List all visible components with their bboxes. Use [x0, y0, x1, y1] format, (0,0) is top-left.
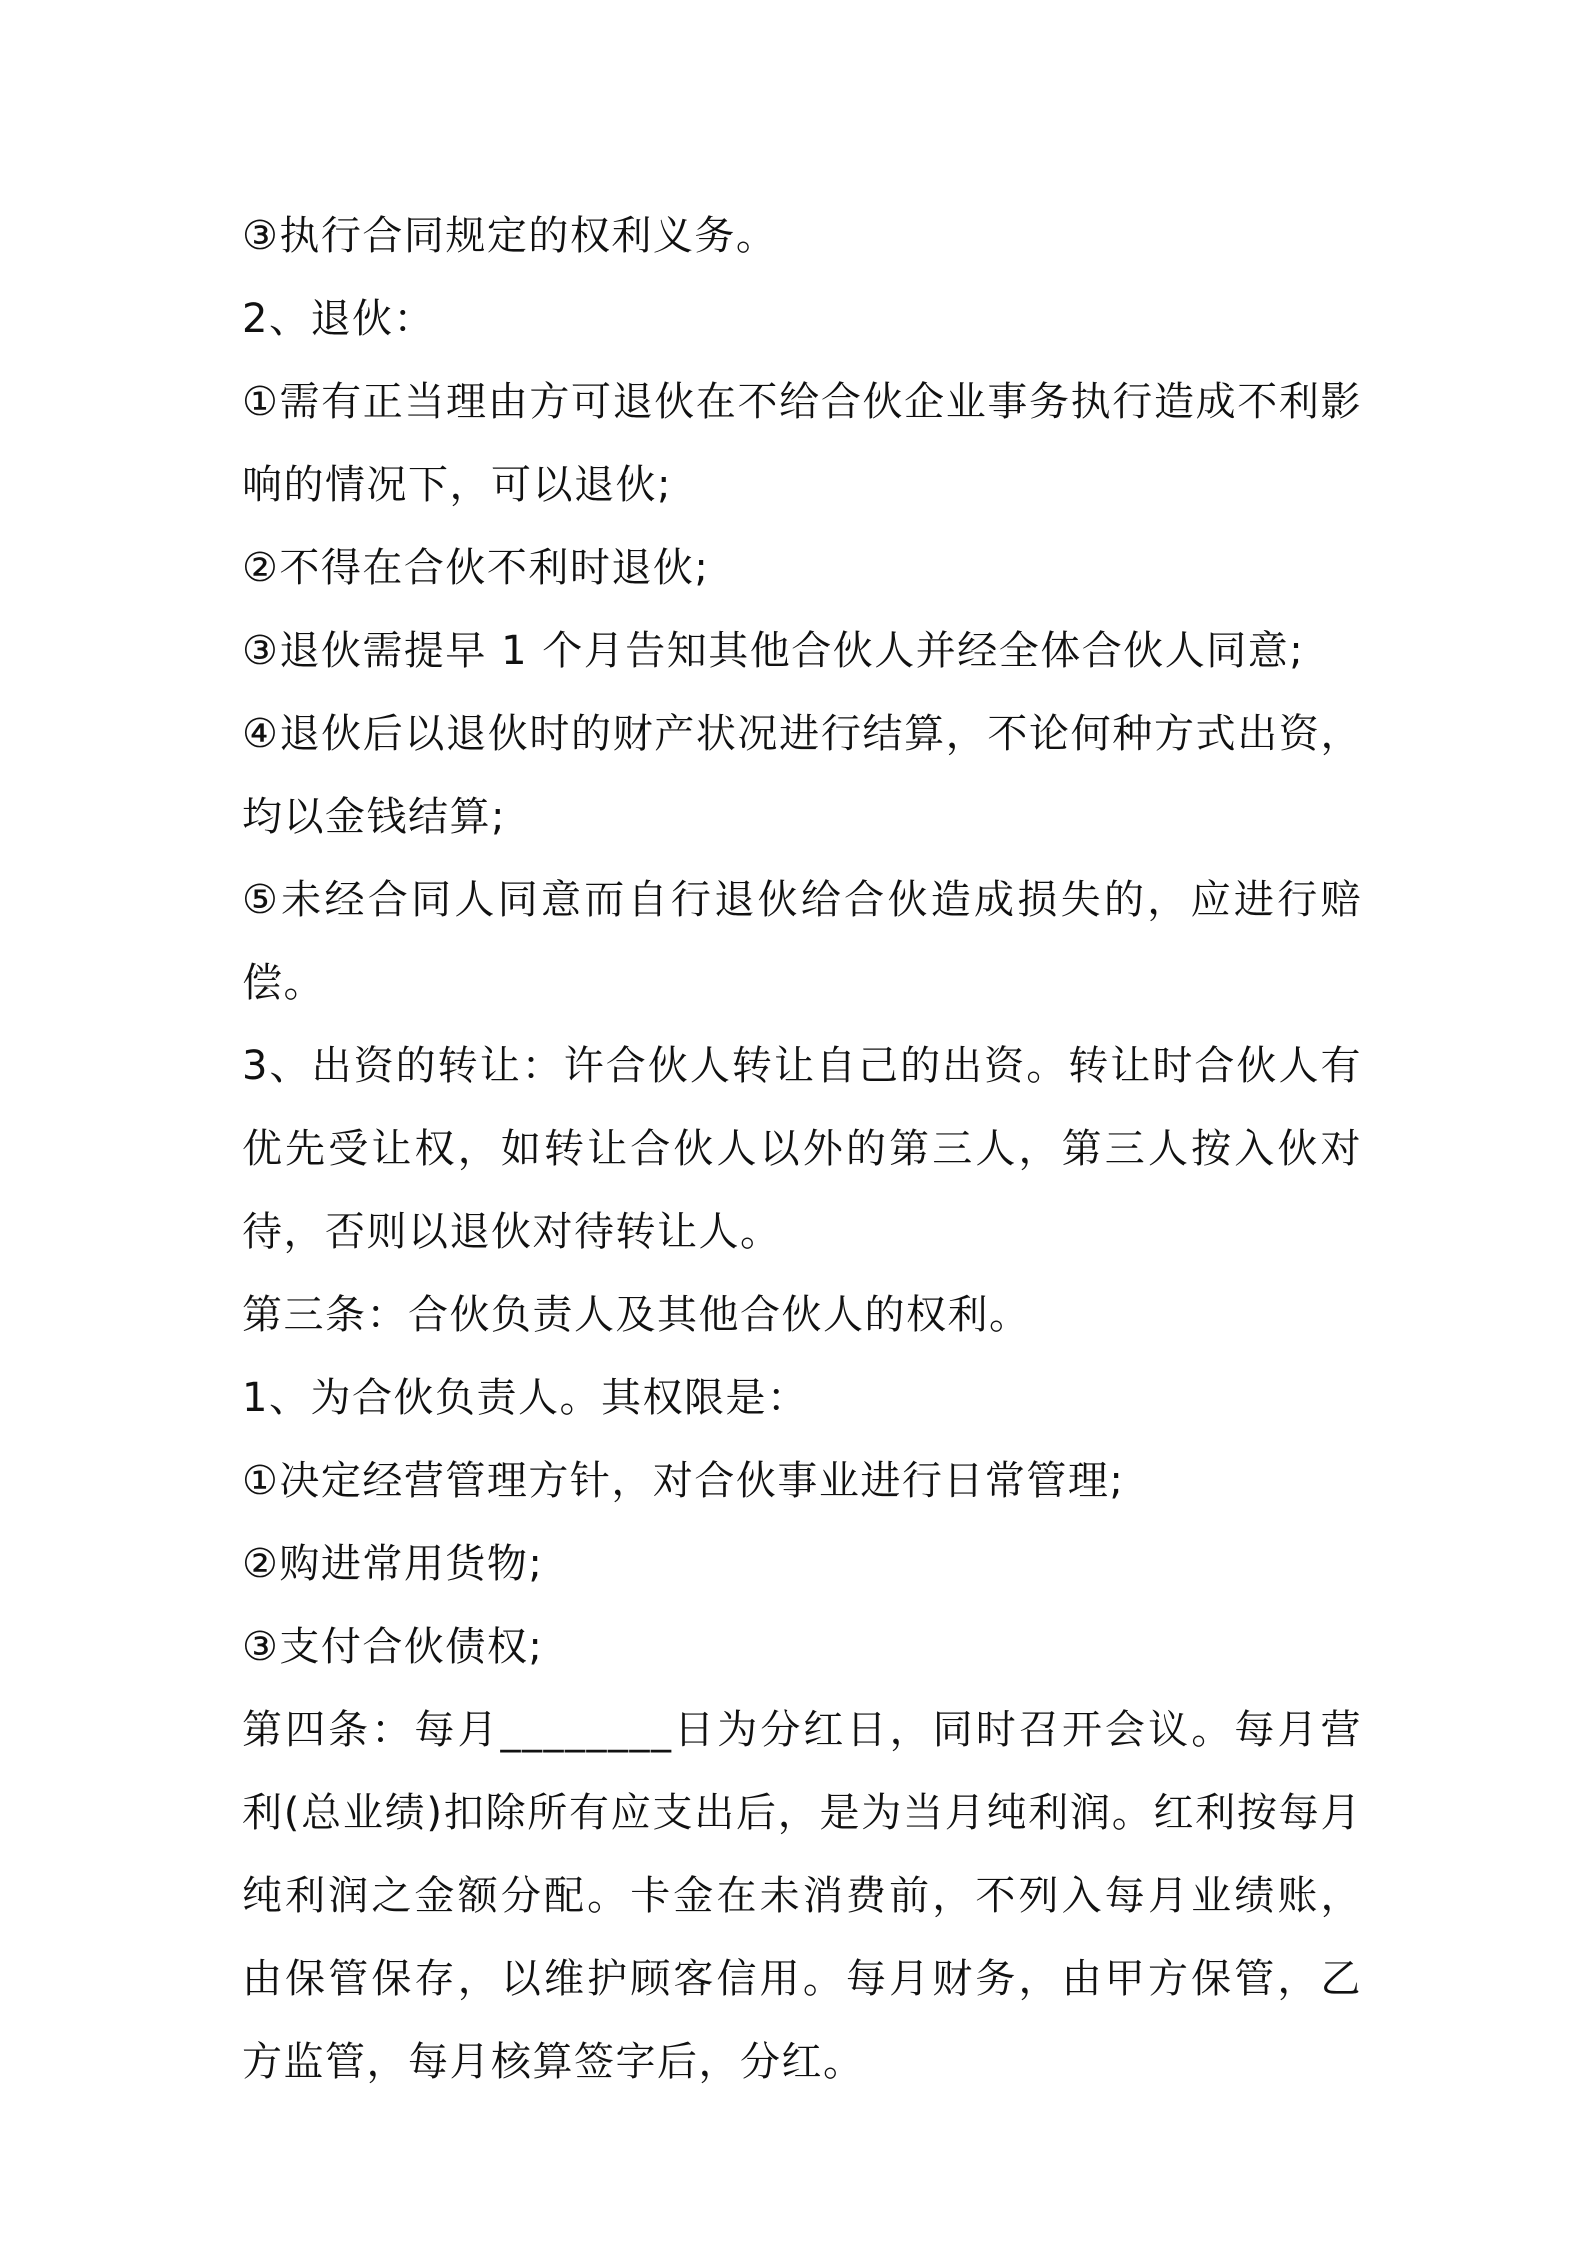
paragraph-withdrawal-4: ④退伙后以退伙时的财产状况进行结算，不论何种方式出资，均以金钱结算; — [242, 711, 1362, 840]
paragraph-authority-1: ①决定经营管理方针，对合伙事业进行日常管理; — [242, 1458, 1125, 1504]
paragraph-authority-3: ③支付合伙债权; — [242, 1624, 544, 1670]
article-3-heading: 第三条：合伙负责人及其他合伙人的权利。 — [242, 1292, 1031, 1338]
paragraph-authority-heading: 1、为合伙负责人。其权限是： — [242, 1375, 809, 1421]
paragraph-withdrawal-5: ⑤未经合同人同意而自行退伙给合伙造成损失的，应进行赔偿。 — [242, 877, 1362, 1006]
paragraph-withdrawal-1: ①需有正当理由方可退伙在不给合伙企业事务执行造成不利影响的情况下，可以退伙; — [242, 379, 1362, 508]
paragraph-withdrawal-2: ②不得在合伙不利时退伙; — [242, 545, 710, 591]
paragraph-transfer: 3、出资的转让：许合伙人转让自己的出资。转让时合伙人有优先受让权，如转让合伙人以外的第三人，第三人按入伙对待，否则以退伙对待转让人。 — [242, 1043, 1362, 1255]
document-body — [242, 195, 1362, 2104]
paragraph-clause-3-duty: ③执行合同规定的权利义务。 — [242, 213, 778, 259]
paragraph-authority-2: ②购进常用货物; — [242, 1541, 544, 1587]
paragraph-withdrawal-3: ③退伙需提早 1 个月告知其他合伙人并经全体合伙人同意; — [242, 628, 1305, 674]
heading-withdrawal: 2、退伙： — [242, 296, 435, 342]
article-4-paragraph: 第四条：每月________日为分红日，同时召开会议。每月营利(总业绩)扣除所有应支出后，是为当月纯利润。红利按每月纯利润之金额分配。卡金在未消费前，不列入每月业绩账，由保管保存，以维护顾客信用。每月财务，由甲方保管，乙方监管，每月核算签字后，分红。 — [242, 1707, 1362, 2085]
